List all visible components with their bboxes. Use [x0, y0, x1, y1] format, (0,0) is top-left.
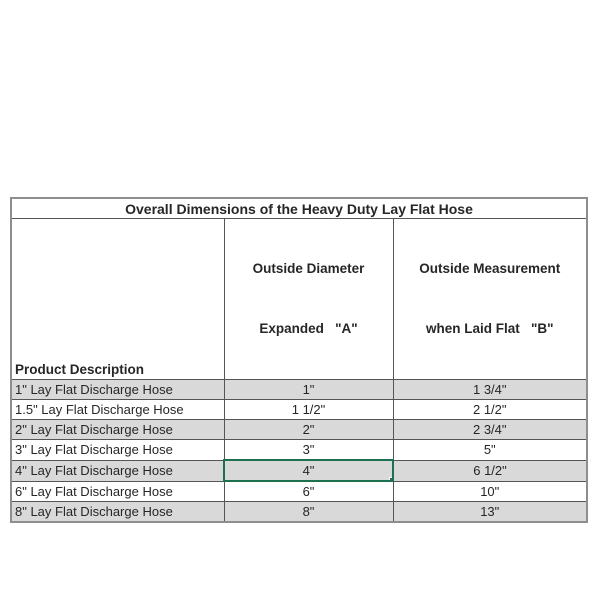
- table-row: [11, 400, 587, 420]
- diameter-cell[interactable]: 1": [224, 380, 393, 400]
- diameter-cell[interactable]: 8": [224, 502, 393, 523]
- flat-cell[interactable]: 1 3/4": [393, 380, 587, 400]
- header-product-description[interactable]: Product Description: [11, 219, 224, 380]
- dimensions-table: [10, 197, 588, 523]
- selected-cell[interactable]: 4": [224, 460, 393, 481]
- table-row: [11, 481, 587, 502]
- table-row: [11, 460, 587, 481]
- product-cell[interactable]: 1.5" Lay Flat Discharge Hose: [11, 400, 224, 420]
- diameter-cell[interactable]: 1 1/2": [224, 400, 393, 420]
- header-outside-measurement[interactable]: [393, 219, 587, 380]
- header-outside-diameter-line2: Expanded "A": [259, 321, 358, 336]
- diameter-cell[interactable]: 2": [224, 420, 393, 440]
- product-cell[interactable]: 6" Lay Flat Discharge Hose: [11, 481, 224, 502]
- product-cell[interactable]: 2" Lay Flat Discharge Hose: [11, 420, 224, 440]
- table-title: Overall Dimensions of the Heavy Duty Lay Flat Hose: [11, 198, 587, 219]
- table-row: [11, 380, 587, 400]
- fill-handle[interactable]: [389, 477, 393, 481]
- flat-cell[interactable]: 13": [393, 502, 587, 523]
- header-outside-measurement-line1: Outside Measurement: [419, 261, 561, 276]
- flat-cell[interactable]: 2 3/4": [393, 420, 587, 440]
- product-cell[interactable]: 1" Lay Flat Discharge Hose: [11, 380, 224, 400]
- header-outside-diameter-line1: Outside Diameter: [252, 261, 365, 276]
- flat-cell[interactable]: 10": [393, 481, 587, 502]
- product-cell[interactable]: 4" Lay Flat Discharge Hose: [11, 460, 224, 481]
- flat-cell[interactable]: 2 1/2": [393, 400, 587, 420]
- flat-cell[interactable]: 6 1/2": [393, 460, 587, 481]
- diameter-cell[interactable]: 3": [224, 440, 393, 461]
- table-row: [11, 420, 587, 440]
- table-row: [11, 440, 587, 461]
- header-outside-diameter[interactable]: [224, 219, 393, 380]
- title-row: [11, 198, 587, 219]
- flat-cell[interactable]: 5": [393, 440, 587, 461]
- table-row: [11, 502, 587, 523]
- header-outside-measurement-line2: when Laid Flat "B": [425, 321, 554, 336]
- product-cell[interactable]: 3" Lay Flat Discharge Hose: [11, 440, 224, 461]
- diameter-cell[interactable]: 6": [224, 481, 393, 502]
- product-cell[interactable]: 8" Lay Flat Discharge Hose: [11, 502, 224, 523]
- header-row: [11, 219, 587, 380]
